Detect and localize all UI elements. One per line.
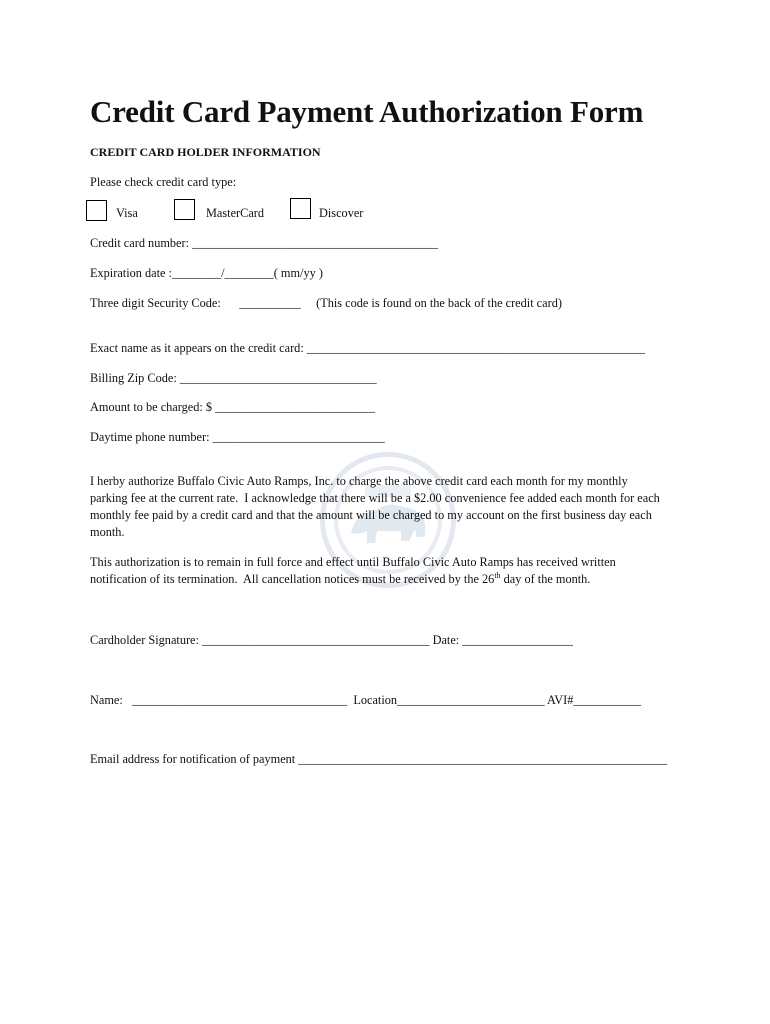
authorization-line-4: month. — [90, 525, 125, 539]
termination-line-2 — [90, 571, 590, 587]
expiration-field[interactable]: Expiration date :________/________( mm/yy ) — [90, 266, 323, 280]
form-title: Credit Card Payment Authorization Form — [90, 94, 644, 129]
authorization-line-1: I herby authorize Buffalo Civic Auto Ramps, Inc. to charge the above credit card each month for my monthly — [90, 474, 628, 488]
security-code-field[interactable]: Three digit Security Code: __________ (This code is found on the back of the credit card) — [90, 296, 562, 310]
visa-checkbox[interactable] — [86, 200, 107, 221]
termination-line-1: This authorization is to remain in full force and effect until Buffalo Civic Auto Ramps has received written — [90, 555, 616, 569]
authorization-line-2: parking fee at the current rate. I acknowledge that there will be a $2.00 convenience fee added each month for each — [90, 491, 660, 505]
discover-label: Discover — [319, 206, 364, 220]
ordinal-suffix: th — [494, 570, 501, 580]
email-field[interactable]: Email address for notification of payment ____________________________________________________________ — [90, 752, 668, 766]
card-type-prompt: Please check credit card type: — [90, 175, 237, 189]
mastercard-label: MasterCard — [206, 206, 265, 220]
amount-field[interactable]: Amount to be charged: $ __________________________ — [90, 400, 375, 414]
visa-label: Visa — [116, 206, 138, 220]
section-heading: CREDIT CARD HOLDER INFORMATION — [90, 145, 321, 159]
termination-text: notification of its termination. All cancellation notices must be received by the 26 — [90, 572, 495, 586]
discover-checkbox[interactable] — [290, 198, 311, 219]
billing-zip-field[interactable]: Billing Zip Code: ________________________________ — [90, 371, 377, 385]
card-number-field[interactable]: Credit card number: ________________________________________ — [90, 236, 439, 250]
daytime-phone-field[interactable]: Daytime phone number: ____________________________ — [90, 430, 385, 444]
signature-date-field[interactable]: Cardholder Signature: _____________________________________ Date: __________________ — [90, 633, 573, 647]
authorization-line-3: monthly fee paid by a credit card and that the amount will be charged to my account on the first business day each — [90, 508, 652, 522]
exact-name-field[interactable]: Exact name as it appears on the credit card: _______________________________________________________ — [90, 341, 645, 355]
termination-text-end: day of the month. — [500, 572, 591, 586]
mastercard-checkbox[interactable] — [174, 199, 195, 220]
name-location-avi-field[interactable]: Name: ___________________________________ Location________________________ AVI#___________ — [90, 693, 642, 707]
